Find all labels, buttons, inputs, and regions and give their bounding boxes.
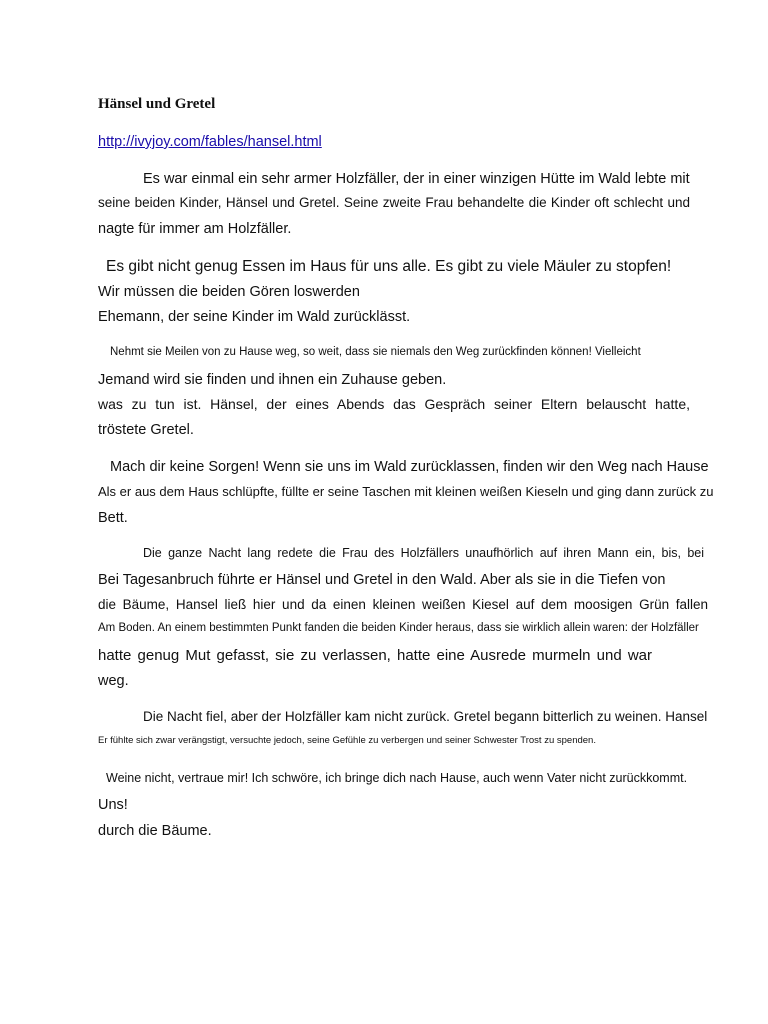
text-line: Es gibt nicht genug Essen im Haus für uns alle. Es gibt zu viele Mäuler zu stopfen! <box>106 258 672 275</box>
text-line: Uns! <box>98 797 128 813</box>
text-line: Mach dir keine Sorgen! Wenn sie uns im Wald zurücklassen, finden wir den Weg nach Hause <box>110 459 709 475</box>
text-line: Jemand wird sie finden und ihnen ein Zuhause geben. <box>98 372 447 388</box>
text-line: Am Boden. An einem bestimmten Punkt fanden die beiden Kinder heraus, dass sie wirklich allein waren: der Holzfäller <box>98 622 699 634</box>
text-line: Nehmt sie Meilen von zu Hause weg, so weit, dass sie niemals den Weg zurückfinden können! Vielleicht <box>110 346 641 358</box>
text-line: seine beiden Kinder, Hänsel und Gretel. Seine zweite Frau behandelte die Kinder oft schlecht und <box>98 195 690 210</box>
text-line: Als er aus dem Haus schlüpfte, füllte er seine Taschen mit kleinen weißen Kieseln und ging dann zurück zu <box>98 484 714 499</box>
text-line: Ehemann, der seine Kinder im Wald zurücklässt. <box>98 309 411 325</box>
text-line: was zu tun ist. Hänsel, der eines Abends das Gespräch seiner Eltern belauscht hatte, <box>98 396 690 412</box>
text-line: tröstete Gretel. <box>98 422 194 438</box>
text-line: Die ganze Nacht lang redete die Frau des Holzfällers unaufhörlich auf ihren Mann ein, bis, bei <box>143 546 704 560</box>
text-line: nagte für immer am Holzfäller. <box>98 221 292 237</box>
text-line: durch die Bäume. <box>98 823 212 839</box>
source-link[interactable]: http://ivyjoy.com/fables/hansel.html <box>98 134 322 150</box>
text-line: Es war einmal ein sehr armer Holzfäller, der in einer winzigen Hütte im Wald lebte mit <box>143 171 690 187</box>
text-line: Wir müssen die beiden Gören loswerden <box>98 284 360 300</box>
text-line: Bei Tagesanbruch führte er Hänsel und Gretel in den Wald. Aber als sie in die Tiefen von <box>98 572 666 588</box>
text-line: die Bäume, Hansel ließ hier und da einen kleinen weißen Kiesel auf dem moosigen Grün fallen <box>98 597 708 612</box>
text-line: Weine nicht, vertraue mir! Ich schwöre, ich bringe dich nach Hause, auch wenn Vater nicht zurückkommt. <box>106 771 688 785</box>
text-line: Die Nacht fiel, aber der Holzfäller kam nicht zurück. Gretel begann bitterlich zu weinen. Hansel <box>143 709 708 724</box>
text-line: weg. <box>98 673 129 689</box>
text-line: Bett. <box>98 510 128 526</box>
text-line: Er fühlte sich zwar verängstigt, versuchte jedoch, seine Gefühle zu verbergen und seiner Schwester Trost zu spenden. <box>98 735 596 746</box>
document-title: Hänsel und Gretel <box>98 96 216 112</box>
text-line: hatte genug Mut gefasst, sie zu verlassen, hatte eine Ausrede murmeln und war <box>98 647 652 664</box>
